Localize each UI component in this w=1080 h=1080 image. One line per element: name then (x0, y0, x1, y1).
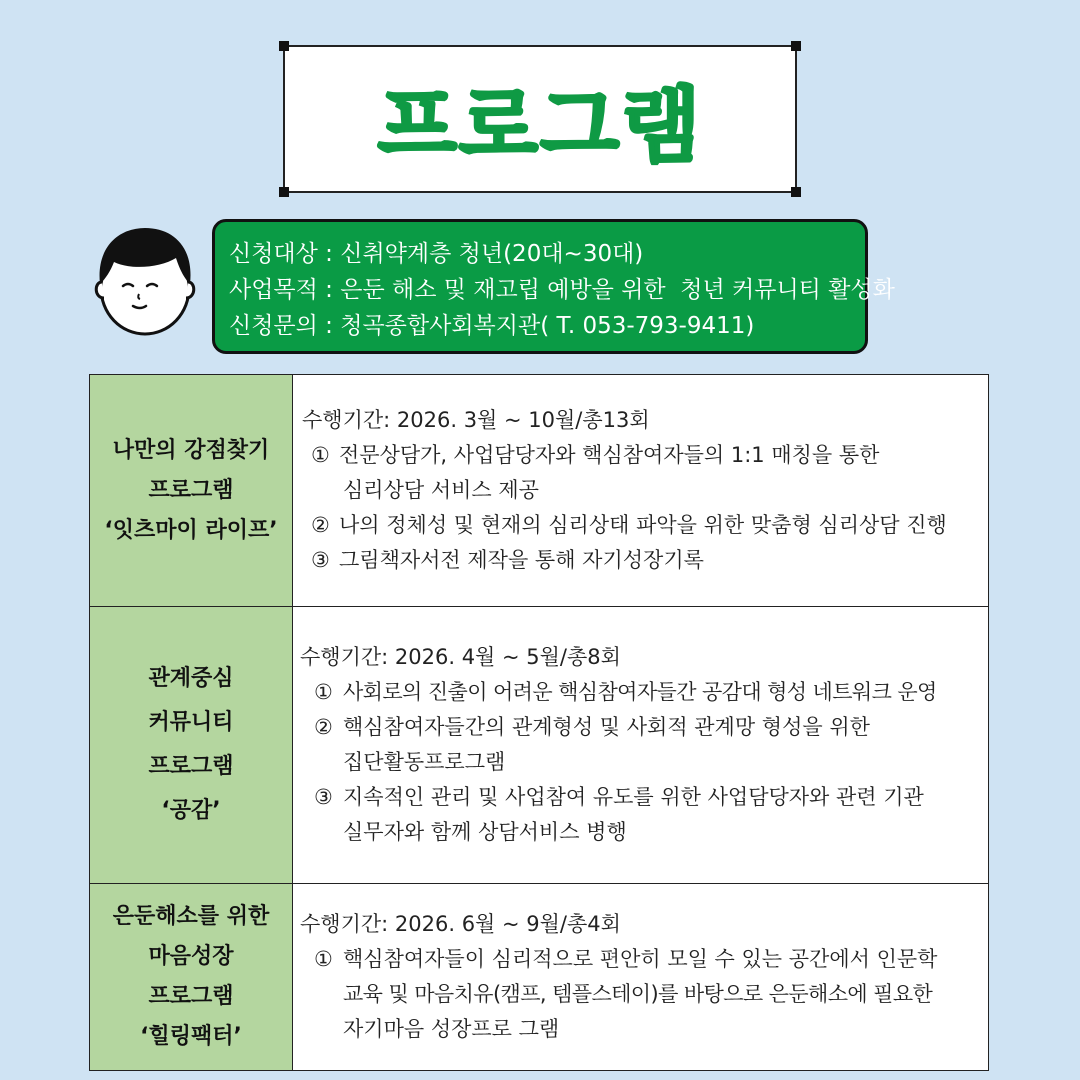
info-value: 은둔 해소 및 재고립 예방을 위한 청년 커뮤니티 활성화 (340, 277, 895, 303)
item-number: ② (311, 513, 330, 537)
program-name-line: ‘잇츠마이 라이프’ (104, 517, 278, 543)
info-separator: : (317, 277, 341, 303)
program-period: 수행기간: 2026. 4월 ~ 5월/총8회 (300, 645, 621, 669)
table-row (90, 375, 989, 607)
item-line: 자기마음 성장프로 그램 (343, 1017, 560, 1041)
list-item (300, 942, 980, 1047)
program-name-line: 마음성장 (148, 944, 234, 969)
table-row (90, 884, 989, 1071)
title-box (283, 45, 797, 193)
page-title: 프로그램 (377, 78, 703, 174)
list-item (300, 710, 980, 780)
resize-handle-top-left[interactable] (279, 41, 289, 51)
list-item (300, 675, 980, 710)
program-name-cell (90, 375, 293, 607)
resize-handle-top-right[interactable] (791, 41, 801, 51)
info-separator: : (317, 241, 341, 267)
program-name-line: 은둔해소를 위한 (112, 904, 270, 929)
info-label: 사업목적 (229, 277, 318, 303)
program-name-line: ‘공감’ (161, 798, 221, 823)
item-line: 나의 정체성 및 현재의 심리상태 파악을 위한 맞춤형 심리상담 진행 (339, 513, 947, 537)
info-row-purpose (229, 272, 895, 308)
program-detail-cell (293, 884, 989, 1071)
program-detail-cell (293, 375, 989, 607)
table-row (90, 607, 989, 884)
item-number: ③ (314, 785, 333, 809)
info-separator: : (317, 313, 341, 339)
item-line: 그림책자서전 제작을 통해 자기성장기록 (339, 548, 704, 572)
item-line: 실무자와 함께 상담서비스 병행 (343, 820, 627, 844)
info-label: 신청대상 (229, 241, 318, 267)
item-number: ① (311, 443, 330, 467)
program-name-line: 프로그램 (148, 754, 234, 779)
item-line: 핵심참여자들간의 관계형성 및 사회적 관계망 형성을 위한 (343, 715, 870, 739)
item-line: 집단활동프로그램 (343, 750, 506, 774)
item-line: 핵심참여자들이 심리적으로 편안히 모일 수 있는 공간에서 인문학 (343, 947, 938, 971)
program-name-line: 나만의 강점찾기 (112, 437, 270, 463)
list-item (300, 780, 980, 850)
item-line: 사회로의 진출이 어려운 핵심참여자들간 공감대 형성 네트워크 운영 (343, 680, 937, 704)
program-period: 수행기간: 2026. 3월 ~ 10월/총13회 (302, 408, 650, 432)
list-item (302, 543, 980, 578)
info-row-contact (229, 308, 865, 344)
program-name-cell (90, 884, 293, 1071)
item-number: ② (314, 715, 333, 739)
program-name-line: 커뮤니티 (148, 710, 234, 735)
info-value: 신취약계층 청년(20대~30대) (340, 241, 644, 267)
resize-handle-bottom-left[interactable] (279, 187, 289, 197)
item-line: 교육 및 마음치유(캠프, 템플스테이)를 바탕으로 은둔해소에 필요한 (343, 982, 933, 1006)
info-box (212, 219, 895, 354)
list-item (302, 438, 980, 508)
info-row-target (229, 236, 865, 272)
program-name-cell (90, 607, 293, 884)
program-name-line: 프로그램 (148, 477, 234, 503)
info-value: 청곡종합사회복지관( T. 053-793-9411) (340, 313, 755, 339)
program-table (89, 374, 989, 1071)
avatar-icon (90, 218, 200, 338)
program-name-line: 프로그램 (148, 984, 234, 1009)
item-number: ③ (311, 548, 330, 572)
program-name-line: 관계중심 (148, 666, 234, 691)
resize-handle-bottom-right[interactable] (791, 187, 801, 197)
program-name-line: ‘힐링팩터’ (140, 1024, 242, 1049)
item-number: ① (314, 680, 333, 704)
item-line: 지속적인 관리 및 사업참여 유도를 위한 사업담당자와 관련 기관 (343, 785, 924, 809)
program-detail-cell (293, 607, 989, 884)
item-line: 심리상담 서비스 제공 (343, 478, 539, 502)
item-number: ① (314, 947, 333, 971)
list-item (302, 508, 980, 543)
program-period: 수행기간: 2026. 6월 ~ 9월/총4회 (300, 912, 621, 936)
info-label: 신청문의 (229, 313, 318, 339)
item-line: 전문상담가, 사업담당자와 핵심참여자들의 1:1 매칭을 통한 (339, 443, 880, 467)
